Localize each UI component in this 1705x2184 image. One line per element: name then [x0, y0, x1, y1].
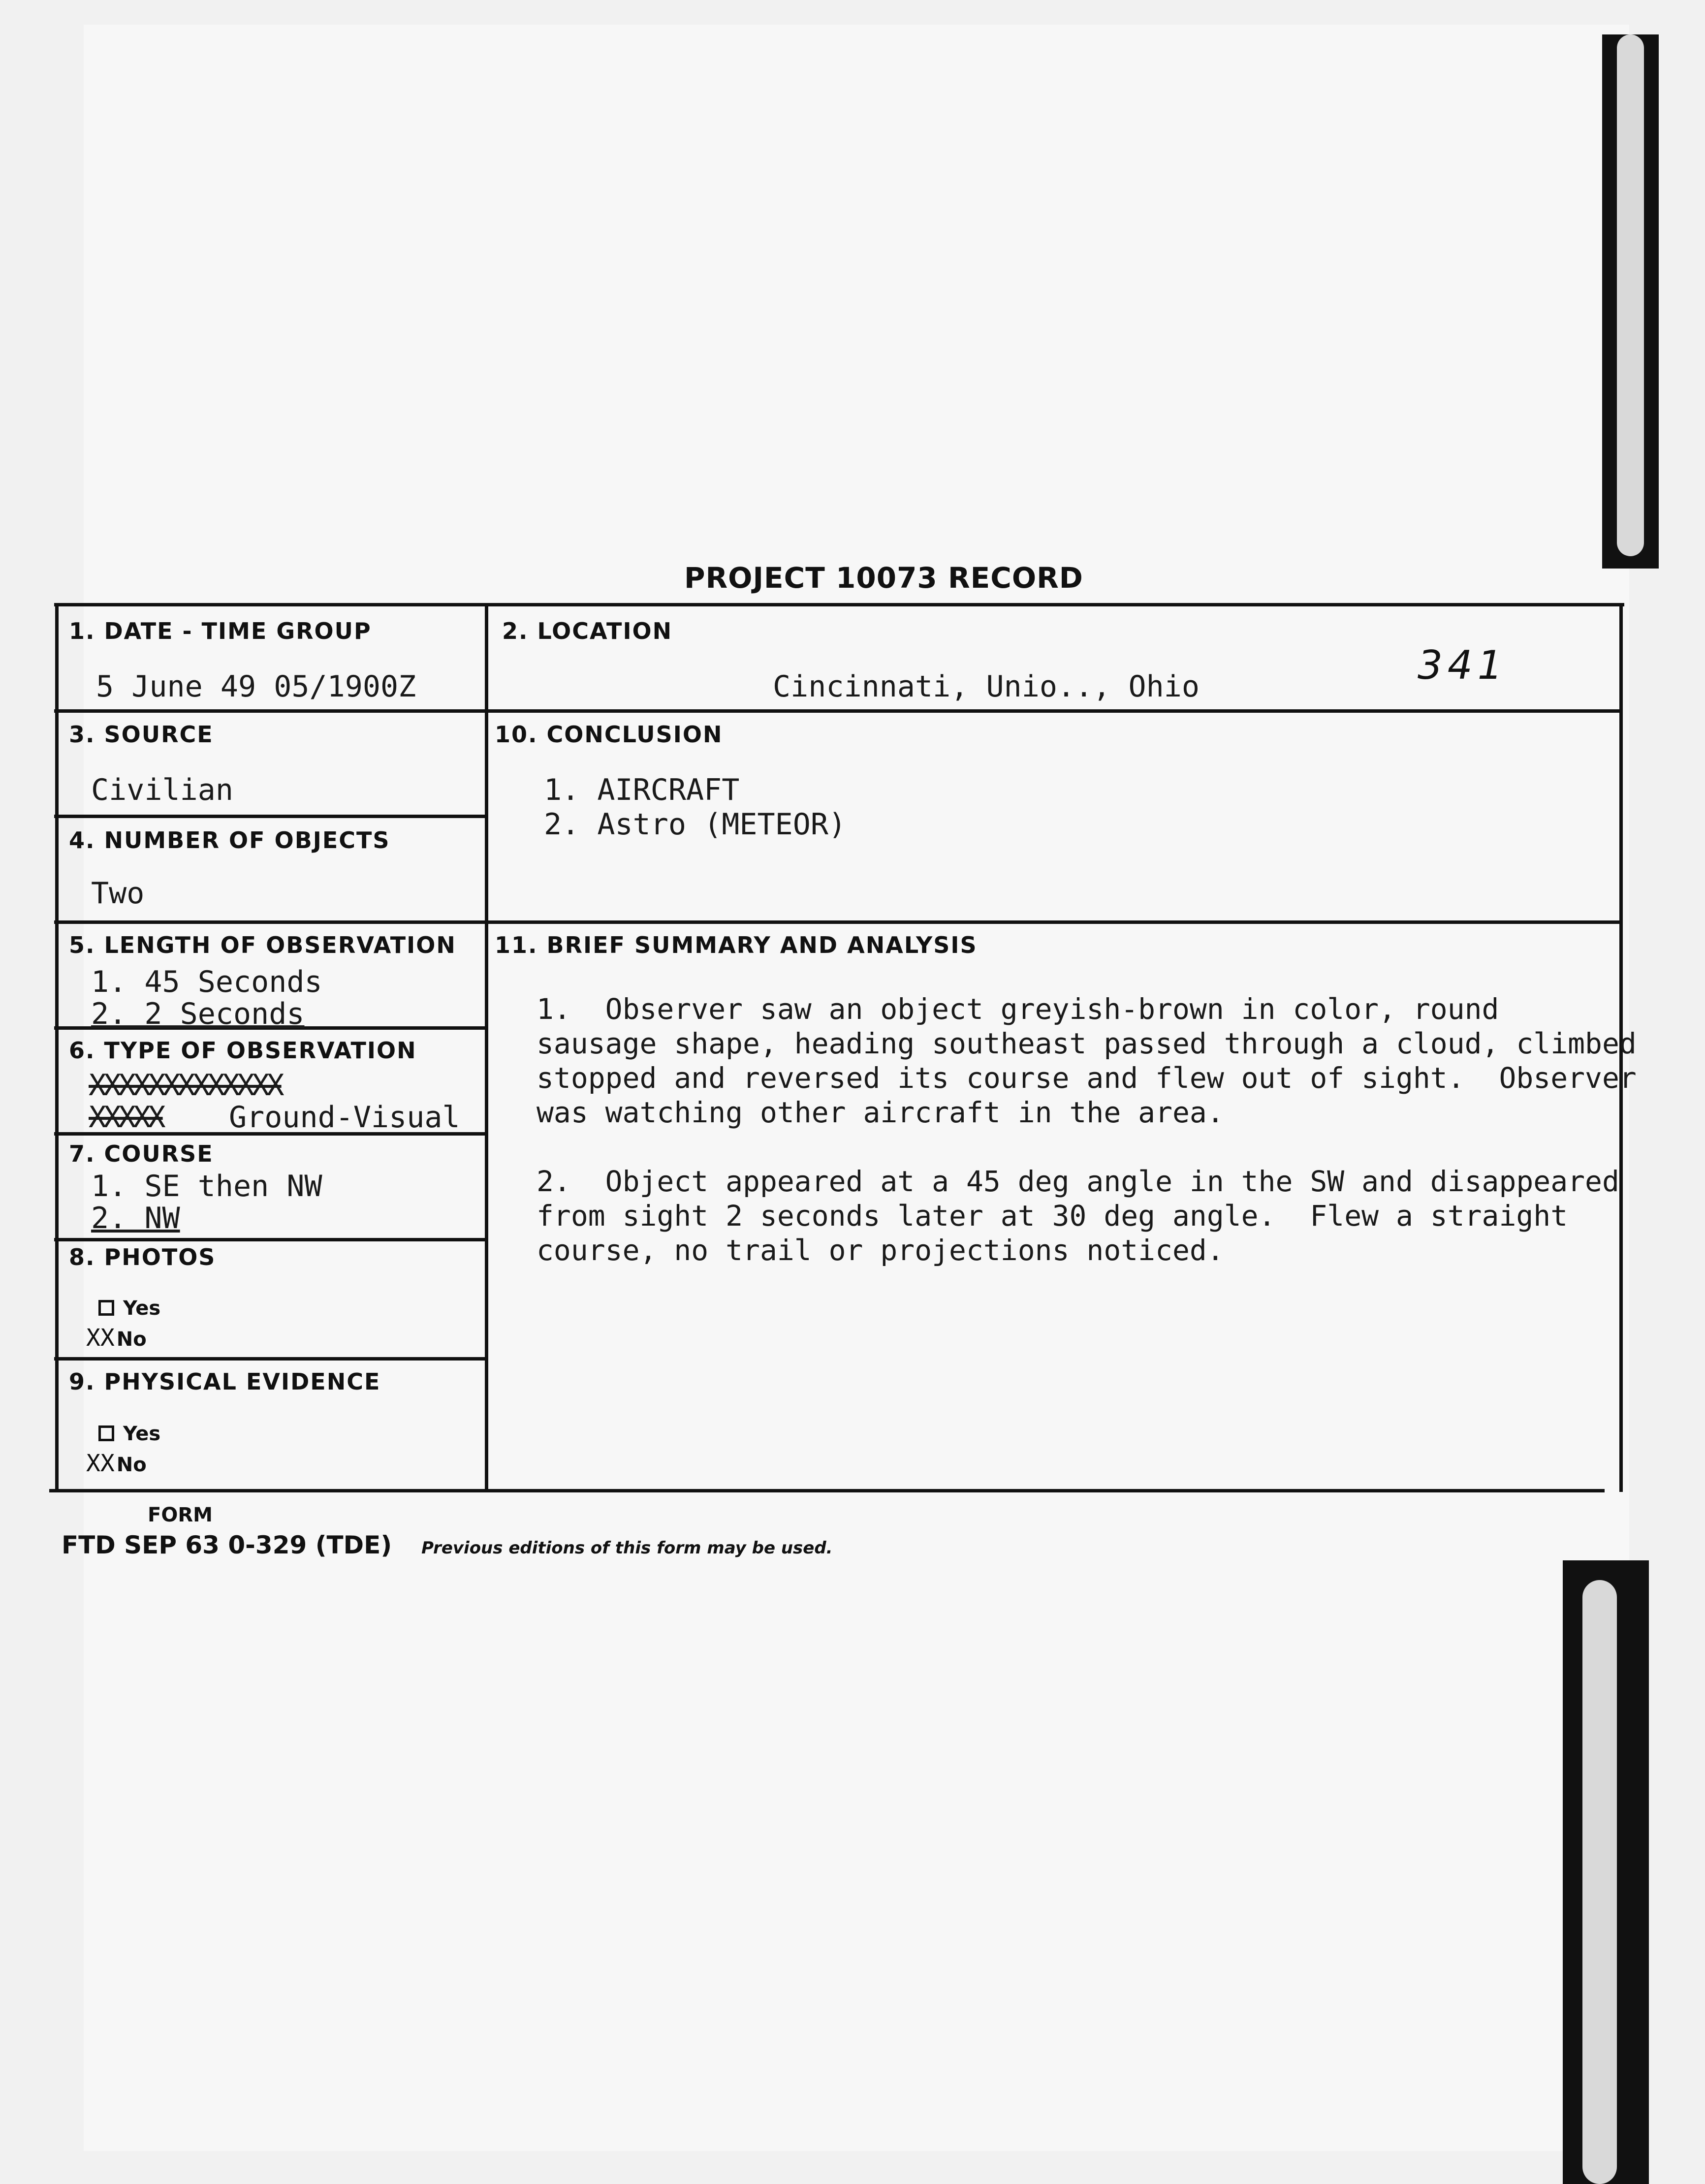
- struck-observation-prefix: XXXXX: [89, 1100, 163, 1135]
- handwritten-number: 341: [1418, 642, 1508, 688]
- evidence-yes-label: Yes: [123, 1423, 161, 1445]
- number-of-objects-label: 4. NUMBER OF OBJECTS: [69, 827, 390, 854]
- photos-no-option: [86, 1324, 147, 1352]
- location-value: Cincinnati, Unio.., Ohio: [773, 669, 1200, 704]
- photos-no-label: No: [116, 1328, 147, 1351]
- length-item-1: 1. 45 Seconds: [91, 965, 322, 999]
- evidence-no-mark: XX: [86, 1450, 115, 1477]
- course-label: 7. COURSE: [69, 1140, 214, 1167]
- summary-label: 11. BRIEF SUMMARY AND ANALYSIS: [495, 932, 978, 958]
- evidence-yes-option: [98, 1423, 160, 1445]
- form-title: PROJECT 10073 RECORD: [684, 561, 1083, 595]
- evidence-no-label: No: [116, 1454, 147, 1476]
- struck-observation-type: XXXXXXXXXXXXX: [89, 1068, 282, 1103]
- footer-note: Previous editions of this form may be used.: [421, 1538, 833, 1558]
- evidence-no-option: [86, 1450, 147, 1477]
- summary-paragraph-1: 1. Observer saw an object greyish-brown in color, round sausage shape, heading southeast passed through a cloud, climbed stopped and reversed its course and flew out of sight. Observer was watching other aircraft in the area.: [537, 992, 1637, 1129]
- evidence-yes-checkbox: [98, 1425, 114, 1441]
- footer-form-word: FORM: [148, 1504, 213, 1526]
- length-of-observation-label: 5. LENGTH OF OBSERVATION: [69, 932, 456, 958]
- footer-form-code: FTD SEP 63 0-329 (TDE): [62, 1531, 392, 1559]
- conclusion-label: 10. CONCLUSION: [495, 721, 723, 748]
- course-item-2: 2. NW: [91, 1201, 180, 1235]
- location-label: 2. LOCATION: [502, 618, 673, 644]
- film-edge-bar-bottom: [1563, 1560, 1649, 2184]
- photos-yes-option: [98, 1297, 160, 1320]
- photos-yes-label: Yes: [123, 1297, 161, 1320]
- summary-paragraph-2: 2. Object appeared at a 45 deg angle in the SW and disappeared from sight 2 seconds later at 30 deg angle. Flew a straight course, no trail or projections noticed.: [537, 1165, 1619, 1267]
- photos-yes-checkbox: [98, 1300, 114, 1316]
- source-value: Civilian: [91, 773, 233, 807]
- summary-text: [537, 992, 1637, 1267]
- length-item-2: 2. 2 Seconds: [91, 997, 305, 1031]
- record-form: [49, 603, 1637, 1496]
- type-of-observation-label: 6. TYPE OF OBSERVATION: [69, 1037, 417, 1064]
- film-edge-bar-top: [1602, 34, 1659, 569]
- number-of-objects-value: Two: [91, 876, 145, 911]
- source-label: 3. SOURCE: [69, 721, 214, 748]
- physical-evidence-label: 9. PHYSICAL EVIDENCE: [69, 1368, 381, 1395]
- type-of-observation-value: Ground-Visual: [229, 1100, 460, 1135]
- conclusion-item-2: 2. Astro (METEOR): [544, 807, 847, 842]
- course-item-1: 1. SE then NW: [91, 1169, 322, 1203]
- photos-label: 8. PHOTOS: [69, 1244, 216, 1270]
- footer-form-id: [62, 1531, 833, 1559]
- date-time-value: 5 June 49 05/1900Z: [96, 669, 416, 704]
- conclusion-item-1: 1. AIRCRAFT: [544, 773, 740, 807]
- date-time-label: 1. DATE - TIME GROUP: [69, 618, 372, 644]
- photos-no-mark: XX: [86, 1324, 115, 1352]
